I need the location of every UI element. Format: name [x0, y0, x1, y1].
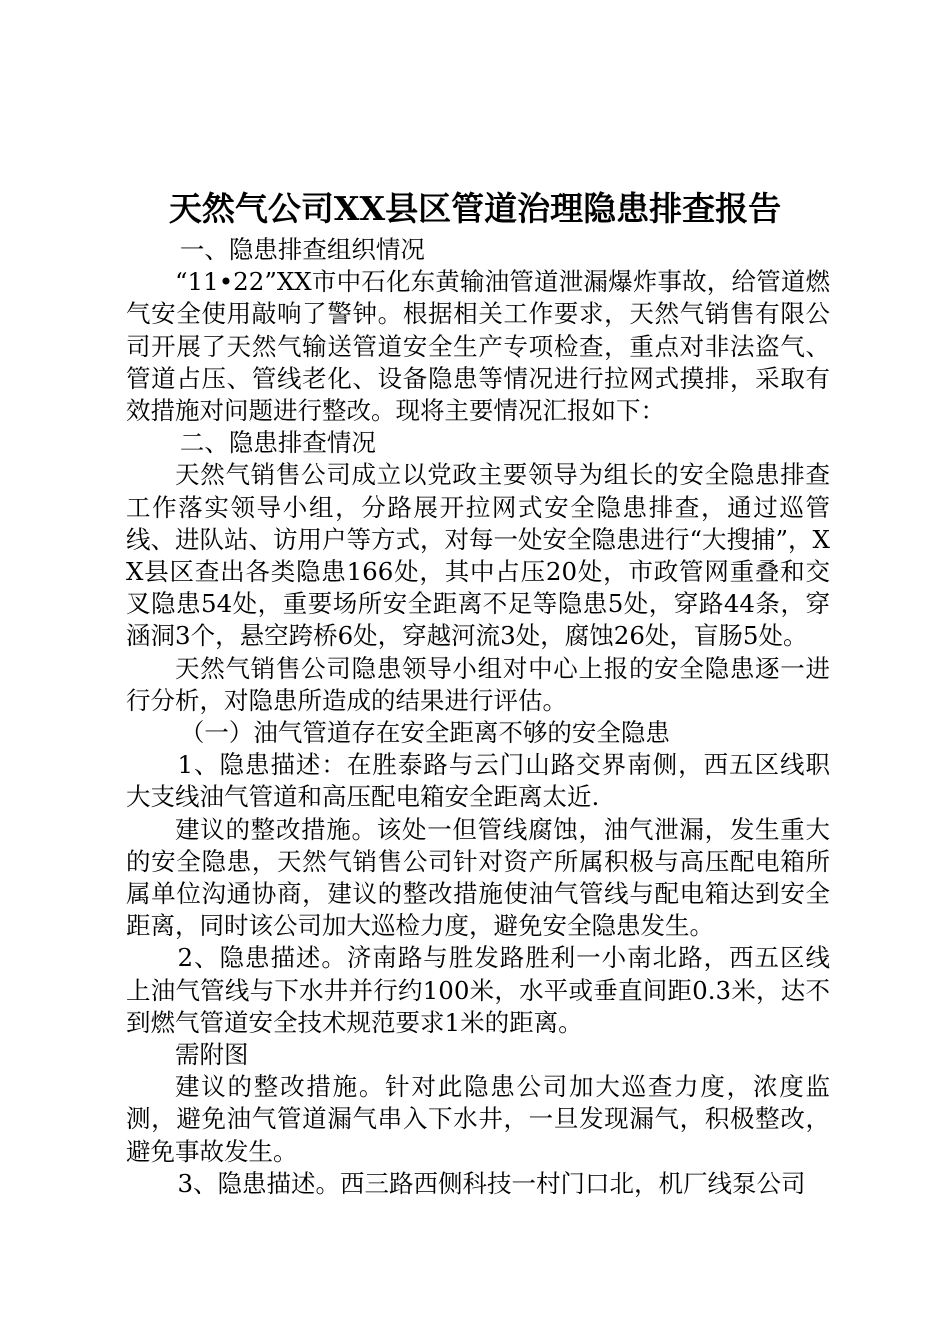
- attachment-note: 需附图: [175, 1040, 249, 1070]
- hazard-item-2: 2、隐患描述。济南路与胜发路胜利一小南北路，西五区线上油气管线与下水井并行约100米，水平或垂直间距0.3米，达不到燃气管道安全技术规范要求1米的距离。: [126, 943, 830, 1037]
- paragraph-analysis: 天然气销售公司隐患领导小组对中心上报的安全隐患逐一进行分析，对隐患所造成的结果进行评估。: [126, 653, 830, 715]
- rectification-2: 建议的整改措施。针对此隐患公司加大巡查力度，浓度监测，避免油气管道漏气串入下水井，一旦发现漏气，积极整改，避免事故发生。: [126, 1072, 830, 1166]
- section-heading-1: 一、隐患排查组织情况: [179, 235, 425, 264]
- rectification-1: 建议的整改措施。该处一但管线腐蚀，油气泄漏，发生重大的安全隐患，天然气销售公司针对资产所属积极与高压配电箱所属单位沟通协商，建议的整改措施使油气管线与配电箱达到安全距离，同时该公司加大巡检力度，避免安全隐患发生。: [126, 814, 830, 941]
- document-title: 天然气公司XX县区管道治理隐患排查报告: [168, 189, 782, 228]
- hazard-item-3: 3、隐患描述。西三路西侧科技一村门口北，机厂线泵公司: [177, 1168, 806, 1198]
- subsection-heading-1: （一）油气管道存在安全距离不够的安全隐患: [179, 718, 670, 748]
- document-body: [126, 234, 830, 1200]
- hazard-item-1: 1、隐患描述：在胜泰路与云门山路交界南侧，西五区线职大支线油气管道和高压配电箱安全距离太近.: [126, 750, 830, 812]
- paragraph-inspection: 天然气销售公司成立以党政主要领导为组长的安全隐患排查工作落实领导小组，分路展开拉网式安全隐患排查，通过巡管线、进队站、访用户等方式，对每一处安全隐患进行“大搜捕”，XX县区查出各类隐患166处，其中占压20处，市政管网重叠和交叉隐患54处，重要场所安全距离不足等隐患5处，穿路44条，穿涵洞3个，悬空跨桥6处，穿越河流3处，腐蚀26处，盲肠5处。: [126, 460, 830, 651]
- paragraph-intro: “11•22”XX市中石化东黄输油管道泄漏爆炸事故，给管道燃气安全使用敲响了警钟。根据相关工作要求，天然气销售有限公司开展了天然气输送管道安全生产专项检查，重点对非法盗气、管道占压、管线老化、设备隐患等情况进行拉网式摸排，采取有效措施对问题进行整改。现将主要情况汇报如下：: [126, 267, 830, 426]
- section-heading-2: 二、隐患排查情况: [179, 428, 376, 458]
